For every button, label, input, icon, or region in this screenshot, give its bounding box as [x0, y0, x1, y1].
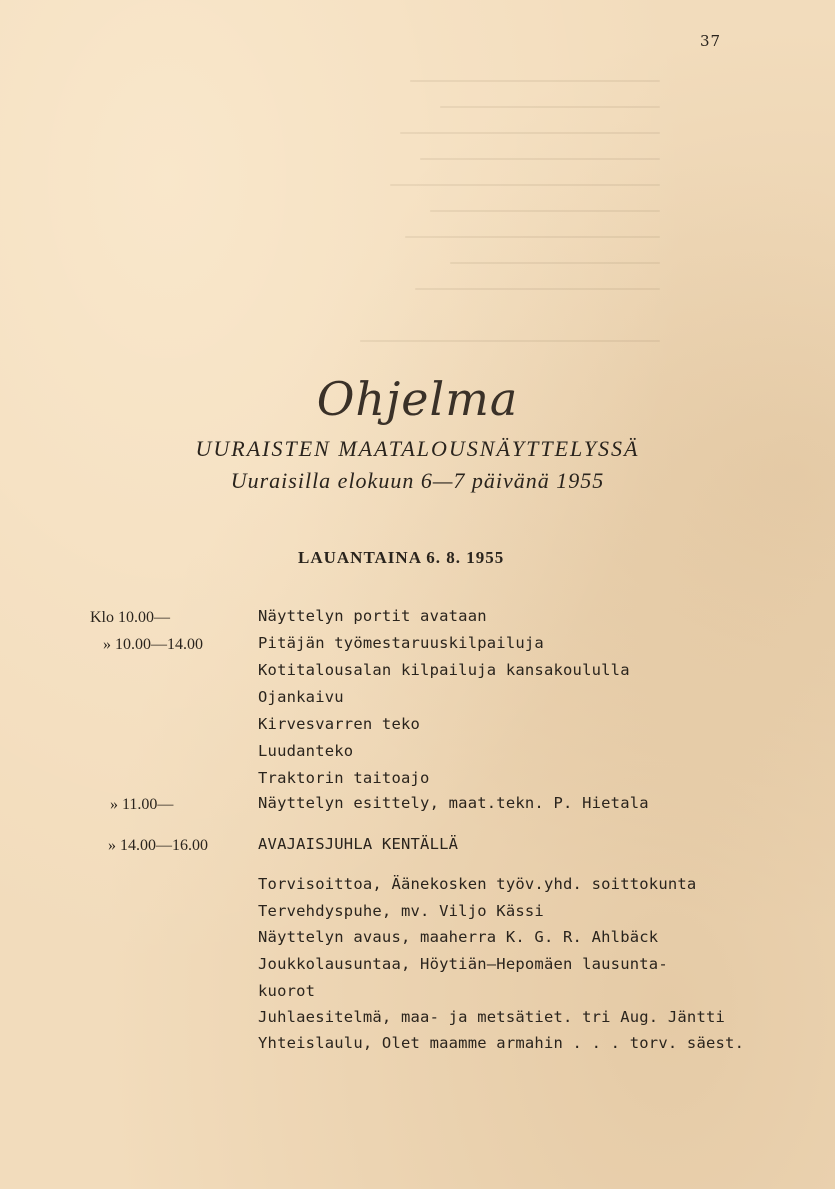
schedule-item: Pitäjän työmestaruuskilpailuja — [258, 634, 544, 652]
page-number: 37 — [700, 32, 722, 50]
event-dateline: Uuraisilla elokuun 6—7 päivänä 1955 — [230, 468, 605, 493]
page-title: Ohjelma — [316, 372, 519, 426]
schedule-item: Yhteislaulu, Olet maamme armahin . . . torv. säest. — [258, 1034, 745, 1052]
event-subtitle: UURAISTEN MAATALOUSNÄYTTELYSSÄ — [195, 436, 640, 461]
schedule-item: Kirvesvarren teko — [258, 715, 421, 733]
schedule-item: Joukkolausuntaa, Höytiän—Hepomäen lausunta- — [258, 955, 668, 973]
schedule-item: Ojankaivu — [258, 688, 344, 706]
day-heading: LAUANTAINA 6. 8. 1955 — [298, 548, 505, 567]
schedule-item: Traktorin taitoajo — [258, 769, 430, 787]
schedule-item: Tervehdyspuhe, mv. Viljo Kässi — [258, 902, 544, 920]
schedule-item: Torvisoittoa, Äänekosken työv.yhd. soittokunta — [258, 875, 697, 893]
schedule-item: Luudanteko — [258, 742, 354, 760]
schedule-time: Klo 10.00— — [90, 609, 170, 626]
schedule-item: kuorot — [258, 982, 316, 1000]
schedule-item: Kotitalousalan kilpailuja kansakoululla — [258, 661, 630, 679]
schedule-time: » 14.00—16.00 — [108, 837, 208, 854]
schedule-item: Näyttelyn portit avataan — [258, 607, 487, 625]
schedule-item: AVAJAISJUHLA KENTÄLLÄ — [258, 835, 459, 853]
schedule-time: » 10.00—14.00 — [103, 636, 203, 653]
schedule-item: Näyttelyn esittely, maat.tekn. P. Hietala — [258, 794, 649, 812]
schedule-time: » 11.00— — [110, 796, 174, 813]
schedule-item: Näyttelyn avaus, maaherra K. G. R. Ahlbäck — [258, 928, 659, 946]
schedule-item: Juhlaesitelmä, maa- ja metsätiet. tri Aug. Jäntti — [258, 1008, 726, 1026]
